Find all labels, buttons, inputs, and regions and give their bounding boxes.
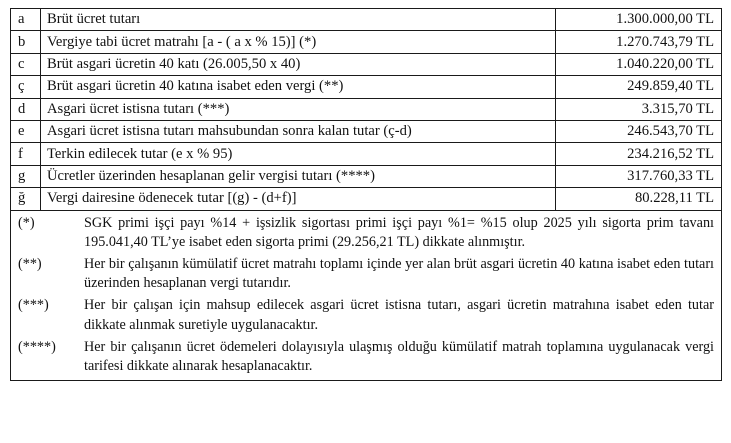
row-label: Vergiye tabi ücret matrahı [a - ( a x % 15)] (*) (41, 31, 556, 53)
row-key: ğ (11, 188, 41, 210)
tax-calculation-table (10, 8, 722, 381)
row-amount: 1.270.743,79 TL (556, 31, 722, 53)
row-label: Asgari ücret istisna tutarı mahsubundan sonra kalan tutar (ç-d) (41, 120, 556, 142)
row-amount: 3.315,70 TL (556, 98, 722, 120)
row-label: Brüt ücret tutarı (41, 9, 556, 31)
row-label: Vergi dairesine ödenecek tutar [(g) - (d+f)] (41, 188, 556, 210)
table-row (11, 188, 722, 210)
footnote (18, 338, 714, 376)
row-key: f (11, 143, 41, 165)
row-amount: 1.300.000,00 TL (556, 9, 722, 31)
footnote-marker: (*) (18, 214, 35, 231)
row-amount: 234.216,52 TL (556, 143, 722, 165)
row-amount: 246.543,70 TL (556, 120, 722, 142)
footnote-text: Her bir çalışanın ücret ödemeleri dolayısıyla ulaşmış olduğu kümülatif matrah toplamına uygulanacak vergi tarifesi dikkate alınarak hesaplanacaktır. (84, 338, 714, 374)
row-amount: 1.040.220,00 TL (556, 53, 722, 75)
row-label: Terkin edilecek tutar (e x % 95) (41, 143, 556, 165)
table-row (11, 98, 722, 120)
row-key: c (11, 53, 41, 75)
row-label: Brüt asgari ücretin 40 katına isabet eden vergi (**) (41, 76, 556, 98)
row-amount: 317.760,33 TL (556, 165, 722, 187)
footnote-text: Her bir çalışanın kümülatif ücret matrahı toplamı içinde yer alan brüt asgari ücretin 40 katına isabet eden tutarı üzerinden hesaplanan vergi tutarıdır. (84, 255, 714, 292)
footnote-text: SGK primi işçi payı %14 + işsizlik sigortası primi işçi payı %1= %15 olup 2025 yılı sigorta prim tavanı 195.041,40 TL’ye isabet eden sigorta primi (29.256,21 TL) dikkate alınmıştır. (84, 214, 714, 250)
footnote (18, 255, 714, 293)
footnote-marker: (****) (18, 338, 56, 355)
table-row (11, 120, 722, 142)
table-row (11, 9, 722, 31)
footnote-marker: (***) (18, 297, 49, 314)
row-label: Ücretler üzerinden hesaplanan gelir vergisi tutarı (****) (41, 165, 556, 187)
row-key: e (11, 120, 41, 142)
calculation-rows (11, 9, 722, 381)
row-label: Brüt asgari ücretin 40 katı (26.005,50 x 40) (41, 53, 556, 75)
row-key: g (11, 165, 41, 187)
row-amount: 249.859,40 TL (556, 76, 722, 98)
footnote-text: Her bir çalışan için mahsup edilecek asgari ücret istisna tutarı, asgari ücretin matrahına isabet eden tutar dikkate alınmak suretiyle uygulanacaktır. (84, 297, 714, 333)
row-key: a (11, 9, 41, 31)
table-row (11, 53, 722, 75)
table-row (11, 165, 722, 187)
row-amount: 80.228,11 TL (556, 188, 722, 210)
row-label: Asgari ücret istisna tutarı (***) (41, 98, 556, 120)
row-key: ç (11, 76, 41, 98)
table-row (11, 143, 722, 165)
row-key: d (11, 98, 41, 120)
table-row (11, 31, 722, 53)
table-row (11, 76, 722, 98)
footnotes (11, 210, 722, 381)
footnote (18, 214, 714, 252)
row-key: b (11, 31, 41, 53)
footnotes-row (11, 210, 722, 381)
footnote-marker: (**) (18, 255, 42, 272)
footnote (18, 296, 714, 334)
